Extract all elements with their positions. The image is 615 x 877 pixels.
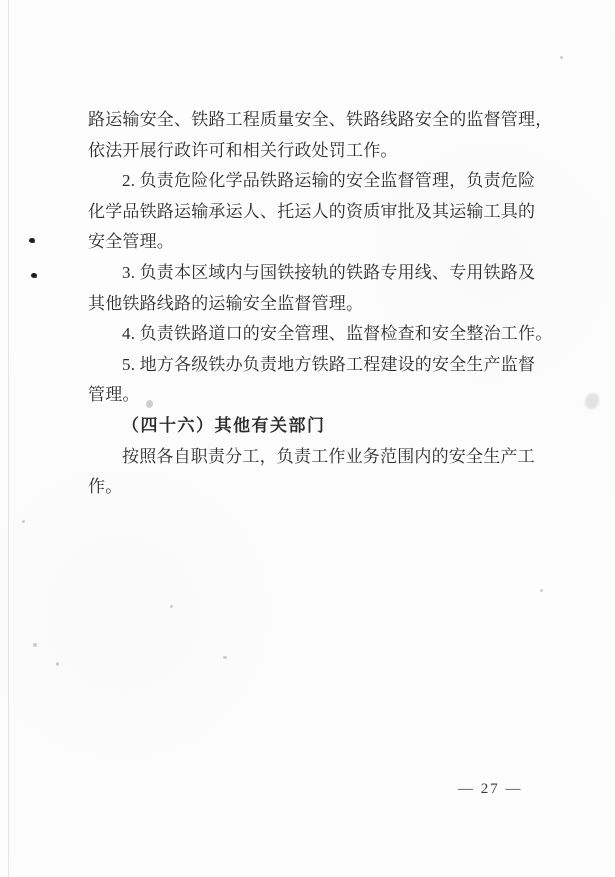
scan-speck	[33, 643, 37, 647]
scan-speck	[560, 56, 563, 59]
text-line: 2. 负责危险化学品铁路运输的安全监督管理，负责危险	[122, 171, 536, 191]
text-line: 管理。	[88, 385, 140, 405]
scan-speck	[22, 520, 25, 523]
scan-speck	[56, 662, 59, 666]
text-line: 路运输安全、铁路工程质量安全、铁路线路安全的监督管理，	[88, 110, 553, 129]
scan-edge-line	[8, 0, 9, 877]
page-number: — 27 —	[458, 781, 523, 797]
document-body	[88, 105, 553, 503]
text-line: 4. 负责铁路道口的安全管理、监督检查和安全整治工作。	[122, 324, 553, 344]
text-line: 安全管理。	[88, 232, 174, 252]
scan-speck	[29, 238, 35, 243]
text-line: 3. 负责本区域内与国铁接轨的铁路专用线、专用铁路及	[122, 262, 536, 282]
scan-speck	[31, 273, 37, 278]
text-line: 5. 地方各级铁办负责地方铁路工程建设的安全生产监督	[122, 354, 536, 374]
scan-speck	[348, 309, 351, 312]
text-line: 按照各自职责分工，负责工作业务范围内的安全生产工	[122, 446, 535, 466]
section-heading: （四十六）其他有关部门	[122, 415, 326, 435]
scan-speck	[170, 605, 173, 608]
scan-smudge	[585, 393, 599, 409]
scan-speck	[540, 589, 543, 592]
text-line: 依法开展行政许可和相关行政处罚工作。	[88, 140, 398, 160]
scan-speck	[223, 656, 227, 659]
text-line: 作。	[88, 477, 123, 497]
text-line: 化学品铁路运输承运人、托运人的资质审批及其运输工具的	[88, 201, 536, 221]
text-line: 其他铁路线路的运输安全监督管理。	[88, 293, 364, 313]
